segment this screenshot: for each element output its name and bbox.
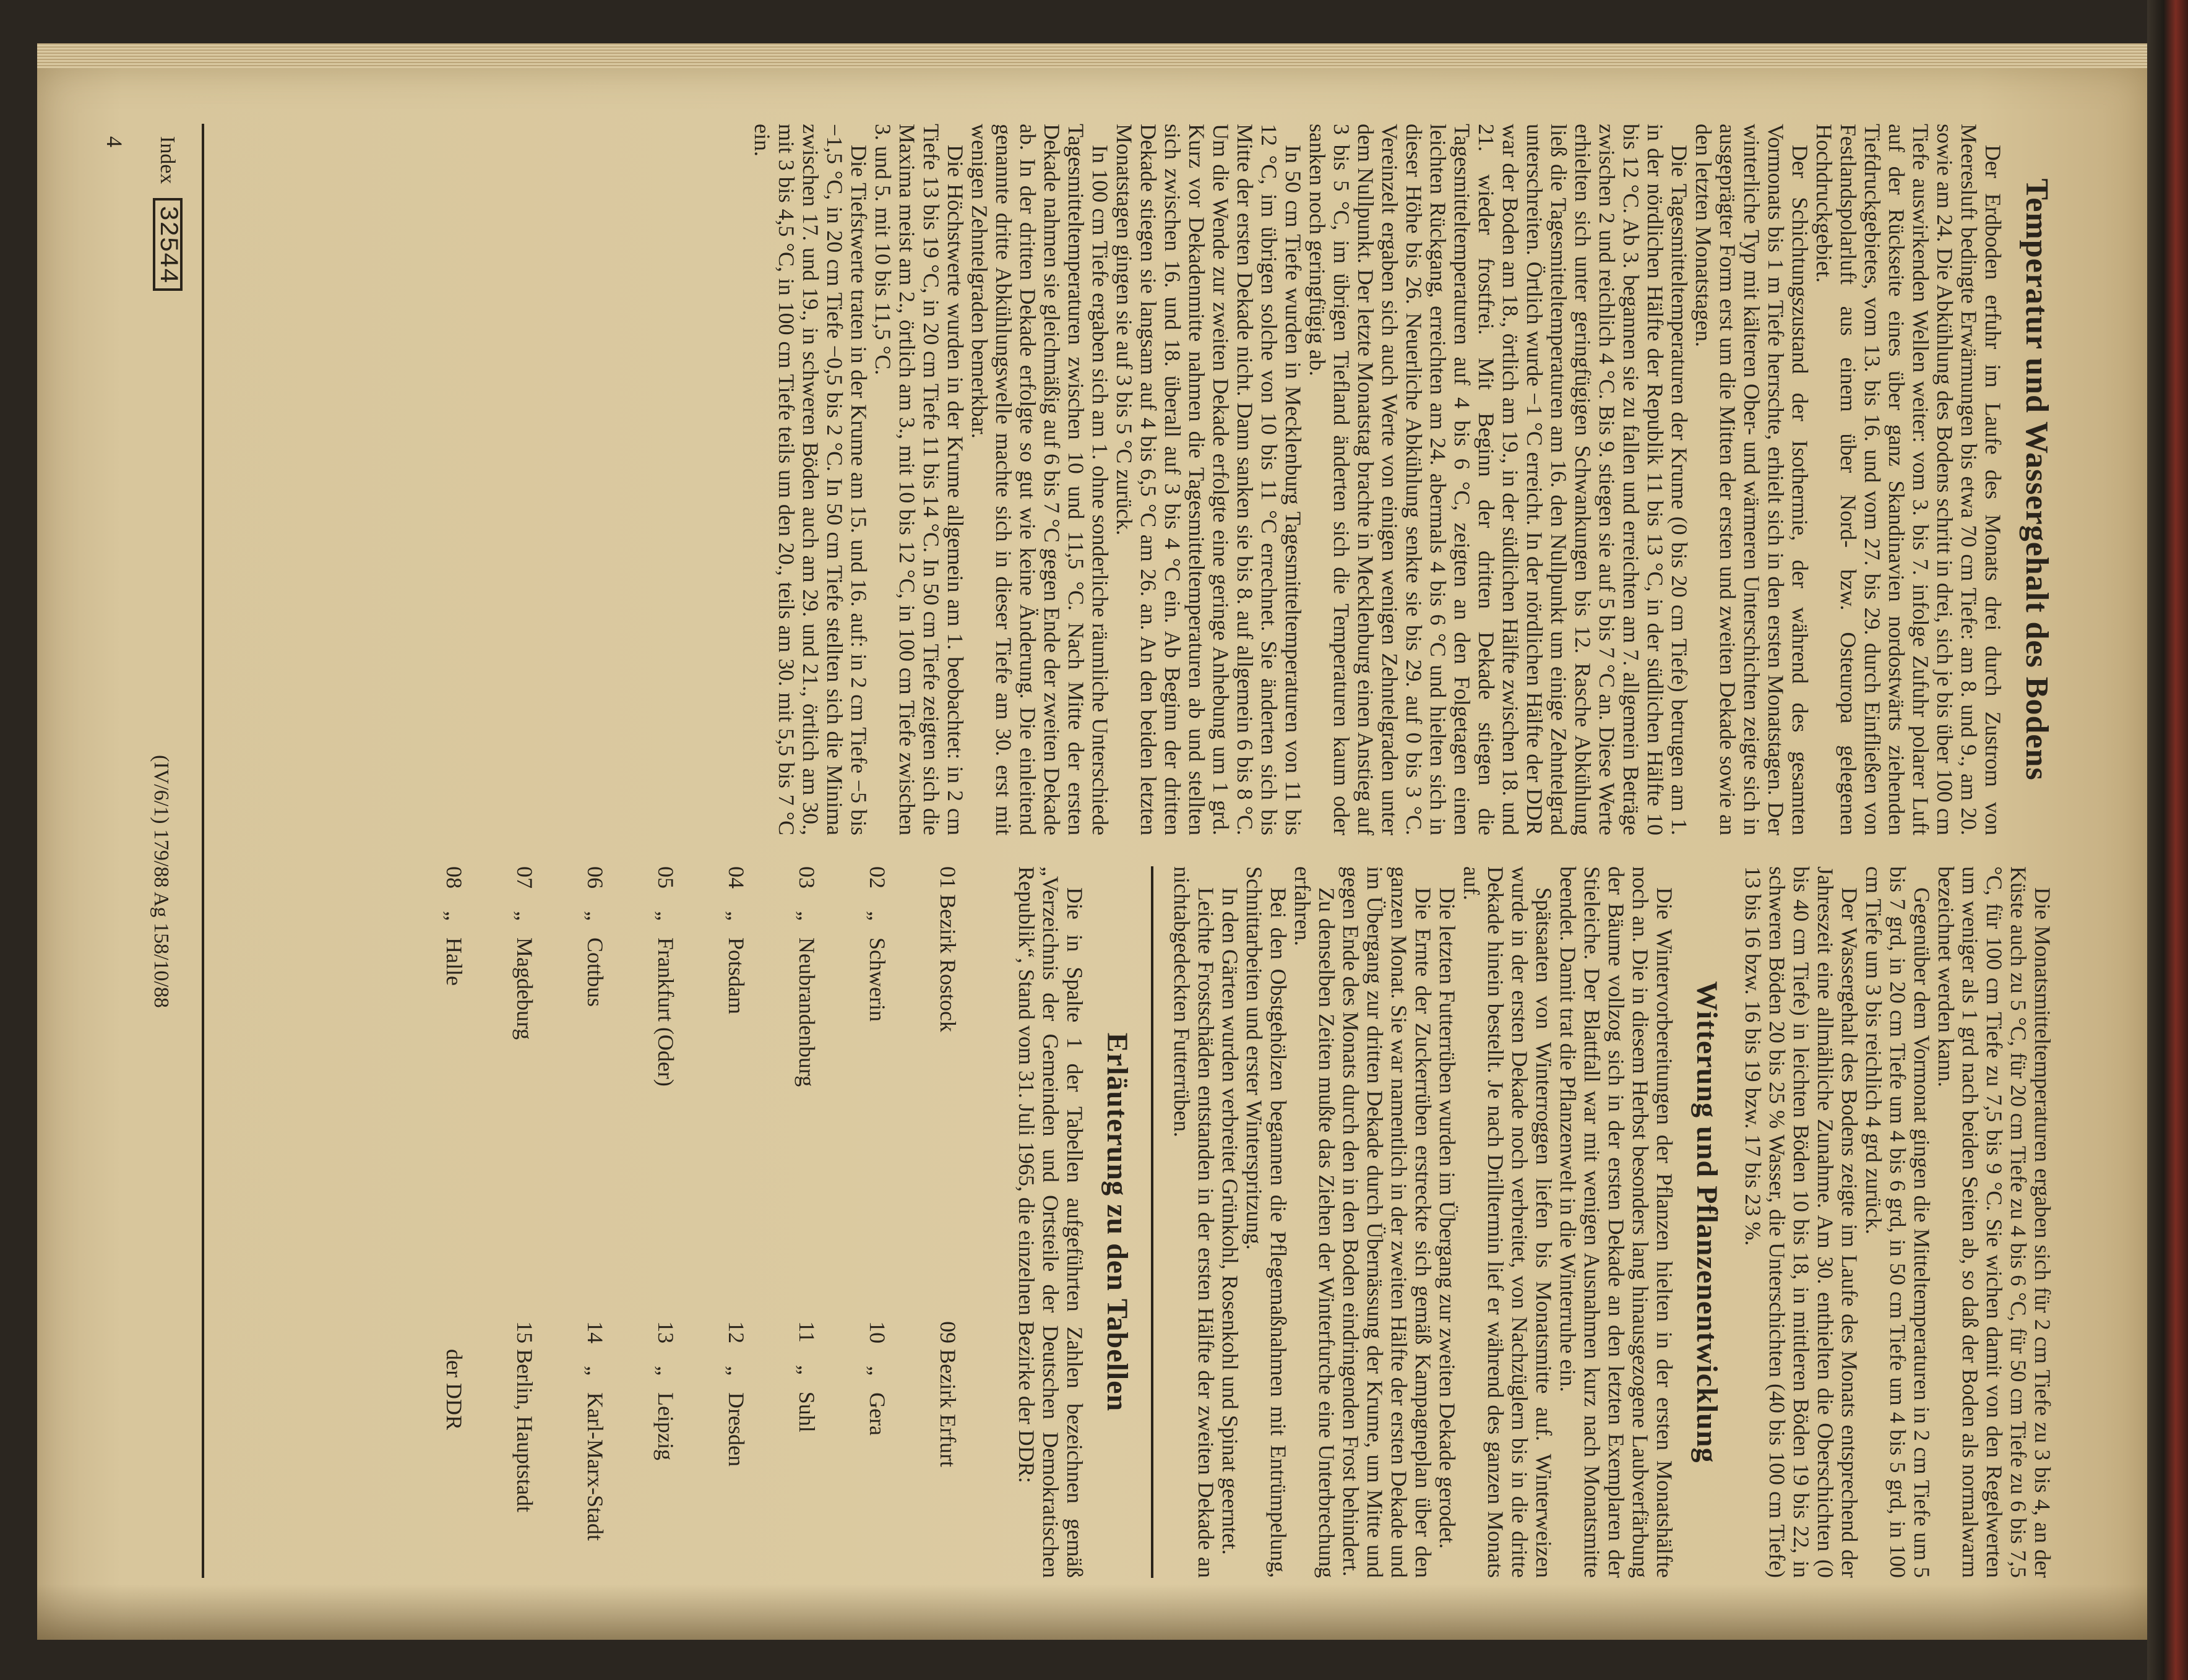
section-rule [1151, 866, 1153, 1578]
list-item: 10 „ Gera [865, 1321, 890, 1436]
print-code: (IV/6/1) 179/88 Ag 158/10/88 [150, 755, 173, 1008]
district-list-right [395, 1321, 1007, 1541]
paragraph: Gegenüber dem Vormonat gingen die Mitteltemperaturen in 2 cm Tiefe um 5 bis 7 grd, in 20 cm Tiefe um 4 bis 6 grd, in 50 cm Tiefe um 4 bis 5 grd, in 100 cm Tiefe um 3 bis reichlich 4 grd zurück. [1861, 866, 1934, 1578]
paragraph: Spätsaaten von Winterroggen liefen bis Monatsmitte auf. Winterweizen wurde in der ersten Dekade noch verbreitet, von Nachzüglern bis in die dritte Dekade hinein bestellt. Je nach Drilltermin lief er während des ganzen Monats auf. [1459, 866, 1556, 1578]
district-list-left [395, 866, 1007, 1087]
list-item: 04 „ Potsdam [724, 866, 749, 1014]
paragraph: Die letzten Futterrüben wurden im Übergang zur zweiten Dekade gerodet. [1435, 887, 1460, 1549]
list-item: 15 Berlin, Hauptstadt [512, 1321, 537, 1513]
list-item: 01 Bezirk Rostock [936, 866, 960, 1032]
paragraph: Zu denselben Zeiten mußte das Ziehen der Winterfurche eine Unterbrechung erfahren. [1290, 866, 1339, 1578]
list-item: 07 „ Magdeburg [512, 866, 537, 1040]
paragraph: Die Höchstwerte wurden in der Krume allgemein am 1. beobachtet: in 2 cm Tiefe 13 bis 19 °C, in 20 cm Tiefe 11 bis 14 °C. In 50 cm Tiefe zeigten sich die Maxima meist am 2., örtlich am 3., mit 10 bis 12 °C, in 100 cm Tiefe zwischen 3. und 5. mit 10 bis 11,5 °C. [871, 124, 968, 835]
index-number: 32544 [153, 198, 183, 291]
paragraph: In 100 cm Tiefe ergaben sich am 1. ohne sonderliche räumliche Unterschiede Tagesmitteltemperaturen zwischen 10 und 11,5 °C. Nach Mitte der ersten Dekade nahmen sie gleichmäßig auf 6 bis 7 °C gegen Ende der zweiten Dekade ab. In der dritten Dekade erfolgte so gut wie keine Änderung. Die einleitend genannte dritte Abkühlungswelle machte sich in dieser Tiefe am 30. erst mit wenigen Zehntelgraden bemerkbar. [967, 124, 1113, 835]
footer-left [153, 136, 183, 291]
column-left [750, 124, 2054, 835]
list-item: 12 „ Dresden [724, 1321, 749, 1467]
article-title-bodentemperatur: Temperatur und Wassergehalt des Bodens [2019, 178, 2054, 781]
paragraph: Die Monatsmitteltemperaturen ergaben sich für 2 cm Tiefe zu 3 bis 4, an der Küste auch zu 5 °C, für 20 cm Tiefe zu 4 bis 6 °C, für 50 cm Tiefe zu 6 bis 7,5 °C, für 100 cm Tiefe zu 7,5 bis 9 °C. Sie wichen damit von den Regelwerten um weniger als 1 grd nach beiden Seiten ab, so daß der Boden als normalwarm bezeichnet werden kann. [1934, 866, 2055, 1578]
list-item: 06 „ Cottbus [583, 866, 608, 1007]
paragraph: Die Tagesmitteltemperaturen der Krume (0 bis 20 cm Tiefe) betrugen am 1. in der nördlichen Hälfte der Republik 11 bis 13 °C, in der südlichen Hälfte 10 bis 12 °C. Ab 3. begannen sie zu fallen und erreichten am 7. allgemein Beträge zwischen 2 und reichlich 4 °C. Bis 9. stiegen sie auf 5 bis 7 °C an. Diese Werte erhielten sich unter geringfügigen Schwankungen bis 12. Rasche Abkühlung ließ die Tagesmitteltemperaturen am 16. den Nullpunkt um einige Zehntelgrad unterschreiten. Örtlich wurde −1 °C erreicht. In der nördlichen Hälfte der DDR war der Boden am 18., örtlich am 19., in der südlichen Hälfte zwischen 18. und 21. wieder frostfrei. Mit Beginn der dritten Dekade stiegen die Tagesmitteltemperaturen auf 4 bis 6 °C, zeigten an den Folgetagen einen leichten Rückgang, erreichten am 24. abermals 4 bis 6 °C und hielten sich in dieser Höhe bis 26. Neuerliche Abkühlung senkte sie bis 29. auf 0 bis 3 °C. Vereinzelt ergaben sich auch Werte von einigen wenigen Zehntelgraden unter dem Nullpunkt. Der letzte Monatstag brachte in Mecklenburg einen Anstieg auf 3 bis 5 °C, im übrigen Tiefland änderten sich die Temperaturen kaum oder sanken noch geringfügig ab. [1305, 124, 1692, 836]
list-item: 11 „ Suhl [795, 1321, 819, 1432]
index-label: Index [156, 136, 179, 184]
list-item: 03 „ Neubrandenburg [795, 866, 819, 1087]
list-item: 14 „ Karl-Marx-Stadt [583, 1321, 608, 1541]
paragraph: In 50 cm Tiefe wurden in Mecklenburg Tagesmitteltemperaturen von 11 bis 12 °C, im übrigen solche von 10 bis 11 °C errechnet. Sie änderten sich bis Mitte der ersten Dekade nicht. Dann sanken sie bis 8. auf allgemein 6 bis 8 °C. Um die Wende zur zweiten Dekade erfolgte eine geringe Anhebung um 1 grd. Kurz vor Dekadenmitte nahmen die Tagesmitteltemperaturen ab und stellten sich zwischen 16. und 18. überall auf 3 bis 4 °C ein. Ab Beginn der dritten Dekade stiegen sie langsam auf 4 bis 6,5 °C am 26. an. An den beiden letzten Monatstagen gingen sie auf 3 bis 5 °C zurück. [1112, 124, 1306, 835]
list-item: der DDR [442, 1321, 467, 1431]
paragraph: Die Tiefstwerte traten in der Krume am 15. und 16. auf: in 2 cm Tiefe −5 bis −1,5 °C, in 20 cm Tiefe −0,5 bis 2 °C. In 50 cm Tiefe stellten sich die Minima zwischen 17. und 19., in schweren Böden auch am 29. und 21., örtlich am 30., mit 3 bis 4,5 °C, in 100 cm Tiefe teils um den 20., teils am 30. mit 5,5 bis 7 °C ein. [750, 124, 871, 835]
list-item: 02 „ Schwerin [865, 866, 890, 1022]
paragraph: Die Ernte der Zuckerrüben erstreckte sich gemäß Kampagneplan über den ganzen Monat. Sie war namentlich in der zweiten Hälfte der ersten Dekade und im Übergang zur dritten Dekade durch Übernässung der Krume, um Mitte und gegen Ende des Monats durch den in den Boden eindringenden Frost behindert. [1338, 866, 1436, 1578]
column-right [395, 866, 2054, 1578]
article-title-erlaeuterung: Erläuterung zu den Tabellen [1101, 1032, 1134, 1412]
paragraph: Bei den Obstgehölzen begannen die Pflegemaßnahmen mit Entrümpelung, Schnittarbeiten und erster Winterspritzung. [1242, 866, 1291, 1578]
paragraph: Leichte Frostschäden entstanden in der ersten Hälfte der zweiten Dekade an nichtabgedeckten Futterrüben. [1169, 866, 1218, 1578]
paragraph: In den Gärten wurden verbreitet Grünkohl, Rosenkohl und Spinat geerntet. [1218, 887, 1243, 1555]
paragraph: Der Erdboden erfuhr im Laufe des Monats drei durch Zustrom von Meeresluft bedingte Erwärmungen bis etwa 70 cm Tiefe: am 8. und 9., am 20. sowie am 24. Die Abkühlung des Bodens schritt in drei, sich je bis über 100 cm Tiefe auswirkenden Wellen weiter: vom 3. bis 7. infolge Zufuhr polarer Luft auf der Rückseite eines über ganz Skandinavien nordostwärts ziehenden Tiefdruckgebietes, vom 13. bis 16. und vom 27. bis 29. durch Einfließen von Festlandspolarluft aus einem über Nord- bzw. Osteuropa gelegenen Hochdruckgebiet. [1812, 124, 2005, 835]
district-list [395, 866, 1007, 1578]
paragraph: Die in Spalte 1 der Tabellen aufgeführten Zahlen bezeichnen gemäß „Verzeichnis der Gemeinden und Ortsteile der Deutschen Demokratischen Republik“, Stand vom 31. Juli 1965, die einzelnen Bezirke der DDR: [1014, 866, 1087, 1578]
footer-rule [202, 124, 204, 1578]
paragraph: Der Wassergehalt des Bodens zeigte im Laufe des Monats entsprechend der Jahreszeit eine allmähliche Zunahme. Am 30. enthielten die Oberschichten (0 bis 40 cm Tiefe) in leichten Böden 10 bis 18, in mittleren Böden 19 bis 22, in schweren Böden 20 bis 25 % Wasser, die Unterschichten (40 bis 100 cm Tiefe) 13 bis 16 bzw. 16 bis 19 bzw. 17 bis 23 %. [1741, 866, 1862, 1578]
article-title-witterung: Witterung und Pflanzenentwicklung [1691, 981, 1723, 1463]
paragraph: Der Schichtungszustand der Isothermie, der während des gesamten Vormonats bis 1 m Tiefe herrschte, erhielt sich in den ersten Monatstagen. Der winterliche Typ mit kälteren Ober- und wärmeren Unterschichten zeigte sich in ausgeprägter Form erst um die Mitten der ersten und zweiten Dekade sowie an den letzten Monatstagen. [1691, 124, 1812, 835]
list-item: 13 „ Leipzig [653, 1321, 678, 1461]
paragraph: Die Wintervorbereitungen der Pflanzen hielten in der ersten Monatshälfte noch an. Die in diesem Herbst besonders lang hinausgezogene Laubverfärbung der Bäume vollzog sich in der ersten Dekade an den letzten Exemplaren der Stieleiche. Der Blattfall war mit wenigen Ausnahmen kurz nach Monatsmitte beendet. Damit trat die Pflanzenwelt in die Winterruhe ein. [1556, 866, 1677, 1578]
rotated-page-content [37, 68, 2147, 1640]
page-number: 4 [102, 136, 127, 147]
list-item: 05 „ Frankfurt (Oder) [653, 866, 678, 1087]
list-item: 09 Bezirk Erfurt [936, 1321, 960, 1468]
book-cover-edge [2147, 0, 2188, 1680]
list-item: 08 „ Halle [442, 866, 467, 986]
